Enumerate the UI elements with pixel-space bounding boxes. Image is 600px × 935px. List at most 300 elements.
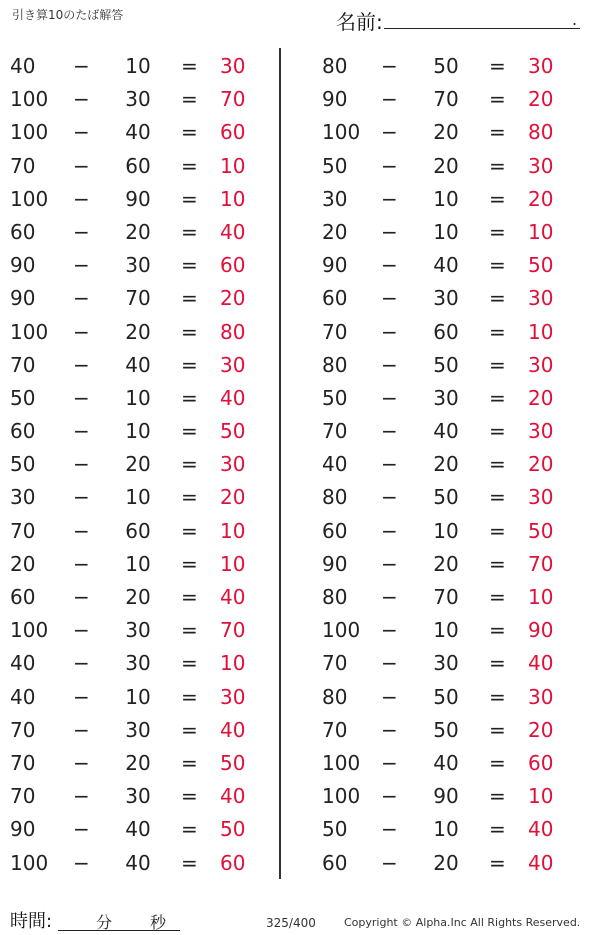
equation-row xyxy=(0,513,270,546)
minus-sign: − xyxy=(381,651,398,676)
minuend: 90 xyxy=(322,253,348,278)
minus-sign: − xyxy=(73,551,90,576)
answer: 40 xyxy=(220,585,246,609)
answer: 60 xyxy=(220,120,246,145)
answer: 30 xyxy=(528,153,554,178)
equals-sign: = xyxy=(489,585,506,609)
subtrahend: 50 xyxy=(433,352,459,377)
minus-sign: − xyxy=(381,286,398,311)
minus-sign: − xyxy=(73,850,90,875)
minus-sign: − xyxy=(73,452,90,477)
minus-sign: − xyxy=(381,153,398,178)
subtrahend: 40 xyxy=(125,352,151,377)
minus-sign: − xyxy=(73,153,90,178)
equation-row xyxy=(308,845,578,878)
answer: 30 xyxy=(528,485,554,510)
equals-sign: = xyxy=(181,817,198,842)
equation-row xyxy=(308,579,578,612)
answer: 50 xyxy=(528,253,554,278)
left-problem-column xyxy=(0,48,270,878)
equation-row xyxy=(308,546,578,579)
equation-row xyxy=(308,745,578,778)
equals-sign: = xyxy=(181,850,198,875)
equation-row xyxy=(308,314,578,347)
minus-sign: − xyxy=(381,120,398,145)
subtrahend: 10 xyxy=(433,219,459,244)
answer: 40 xyxy=(528,850,554,875)
minus-sign: − xyxy=(73,817,90,842)
subtrahend: 30 xyxy=(433,286,459,311)
minus-sign: − xyxy=(73,684,90,709)
answer: 60 xyxy=(528,750,554,775)
minuend: 100 xyxy=(322,750,361,775)
subtrahend: 30 xyxy=(125,784,151,809)
subtrahend: 50 xyxy=(433,717,459,742)
subtrahend: 30 xyxy=(433,385,459,410)
minus-sign: − xyxy=(381,717,398,742)
minuend: 40 xyxy=(10,54,36,78)
minus-sign: − xyxy=(73,219,90,244)
equals-sign: = xyxy=(181,585,198,609)
minuend: 70 xyxy=(10,750,36,775)
subtrahend: 10 xyxy=(125,485,151,510)
equation-row xyxy=(0,181,270,214)
equation-row xyxy=(308,347,578,380)
minuend: 50 xyxy=(322,385,348,410)
equation-row xyxy=(0,347,270,380)
equation-row xyxy=(308,214,578,247)
equals-sign: = xyxy=(489,485,506,510)
minuend: 50 xyxy=(322,817,348,842)
answer: 10 xyxy=(528,585,554,609)
copyright-text: Copyright © Alpha.Inc All Rights Reserved. xyxy=(344,916,581,929)
minuend: 60 xyxy=(10,585,36,609)
minuend: 60 xyxy=(10,219,36,244)
subtrahend: 20 xyxy=(433,850,459,875)
subtrahend: 30 xyxy=(125,87,151,112)
equation-row xyxy=(0,314,270,347)
minus-sign: − xyxy=(73,352,90,377)
minus-sign: − xyxy=(73,717,90,742)
minus-sign: − xyxy=(381,319,398,344)
minuend: 50 xyxy=(10,385,36,410)
equals-sign: = xyxy=(181,120,198,145)
answer: 30 xyxy=(528,54,554,78)
page-number: 325/400 xyxy=(266,916,316,930)
answer: 10 xyxy=(528,219,554,244)
equals-sign: = xyxy=(489,352,506,377)
minuend: 70 xyxy=(322,717,348,742)
subtrahend: 50 xyxy=(433,485,459,510)
subtrahend: 20 xyxy=(125,319,151,344)
equals-sign: = xyxy=(489,186,506,211)
answer: 30 xyxy=(220,684,246,709)
minuend: 70 xyxy=(322,651,348,676)
equals-sign: = xyxy=(181,518,198,543)
minuend: 90 xyxy=(322,87,348,112)
seconds-label: 秒 xyxy=(150,913,167,932)
minuend: 70 xyxy=(10,352,36,377)
answer: 10 xyxy=(220,186,246,211)
subtrahend: 10 xyxy=(433,518,459,543)
minus-sign: − xyxy=(73,87,90,112)
time-label: 時間: xyxy=(10,911,53,932)
subtrahend: 20 xyxy=(125,750,151,775)
answer: 50 xyxy=(220,750,246,775)
answer: 20 xyxy=(528,385,554,410)
equation-row xyxy=(308,645,578,678)
equals-sign: = xyxy=(489,651,506,676)
minuend: 80 xyxy=(322,485,348,510)
answer: 40 xyxy=(220,717,246,742)
answer: 20 xyxy=(528,717,554,742)
equation-row xyxy=(308,148,578,181)
equals-sign: = xyxy=(489,385,506,410)
worksheet-title: 引き算10のたば解答 xyxy=(12,8,124,22)
equals-sign: = xyxy=(181,750,198,775)
minuend: 100 xyxy=(10,186,49,211)
minus-sign: − xyxy=(73,385,90,410)
equals-sign: = xyxy=(489,419,506,444)
answer: 40 xyxy=(220,784,246,809)
equation-row xyxy=(0,247,270,280)
answer: 30 xyxy=(528,352,554,377)
minus-sign: − xyxy=(73,750,90,775)
answer: 50 xyxy=(220,419,246,444)
minus-sign: − xyxy=(73,585,90,609)
subtrahend: 40 xyxy=(433,419,459,444)
minus-sign: − xyxy=(381,551,398,576)
minuend: 50 xyxy=(322,153,348,178)
name-label: 名前: xyxy=(336,10,383,34)
minus-sign: − xyxy=(73,120,90,145)
answer: 90 xyxy=(528,618,554,643)
answer: 10 xyxy=(528,319,554,344)
minuend: 80 xyxy=(322,684,348,709)
minus-sign: − xyxy=(381,186,398,211)
subtrahend: 40 xyxy=(433,253,459,278)
equals-sign: = xyxy=(489,618,506,643)
equation-row xyxy=(308,48,578,81)
subtrahend: 10 xyxy=(125,684,151,709)
equals-sign: = xyxy=(489,54,506,78)
equation-row xyxy=(0,679,270,712)
minuend: 50 xyxy=(10,452,36,477)
minuend: 20 xyxy=(10,551,36,576)
minuend: 70 xyxy=(10,518,36,543)
minuend: 60 xyxy=(322,286,348,311)
subtrahend: 30 xyxy=(433,651,459,676)
minuend: 40 xyxy=(322,452,348,477)
subtrahend: 70 xyxy=(433,87,459,112)
equation-row xyxy=(0,114,270,147)
equation-row xyxy=(0,811,270,844)
subtrahend: 10 xyxy=(125,419,151,444)
equation-row xyxy=(308,413,578,446)
answer: 50 xyxy=(220,817,246,842)
answer: 40 xyxy=(528,651,554,676)
answer: 20 xyxy=(528,87,554,112)
equals-sign: = xyxy=(181,717,198,742)
subtrahend: 20 xyxy=(433,452,459,477)
minus-sign: − xyxy=(73,651,90,676)
equation-row xyxy=(0,612,270,645)
answer: 20 xyxy=(528,452,554,477)
minutes-label: 分 xyxy=(96,913,113,932)
subtrahend: 30 xyxy=(125,717,151,742)
equals-sign: = xyxy=(181,452,198,477)
minuend: 70 xyxy=(10,153,36,178)
equation-row xyxy=(0,81,270,114)
equals-sign: = xyxy=(181,352,198,377)
equation-row xyxy=(308,114,578,147)
equation-row xyxy=(0,380,270,413)
answer: 20 xyxy=(220,485,246,510)
equation-row xyxy=(0,712,270,745)
equals-sign: = xyxy=(181,684,198,709)
answer: 10 xyxy=(220,153,246,178)
equals-sign: = xyxy=(181,651,198,676)
minuend: 40 xyxy=(10,684,36,709)
minus-sign: − xyxy=(381,750,398,775)
equation-row xyxy=(0,579,270,612)
equation-row xyxy=(308,81,578,114)
equals-sign: = xyxy=(181,87,198,112)
equation-row xyxy=(308,280,578,313)
equation-row xyxy=(308,479,578,512)
subtrahend: 90 xyxy=(125,186,151,211)
answer: 10 xyxy=(220,551,246,576)
minus-sign: − xyxy=(381,452,398,477)
subtrahend: 20 xyxy=(125,585,151,609)
minuend: 100 xyxy=(10,618,49,643)
subtrahend: 50 xyxy=(433,54,459,78)
answer: 30 xyxy=(220,352,246,377)
answer: 30 xyxy=(528,286,554,311)
minus-sign: − xyxy=(73,485,90,510)
equals-sign: = xyxy=(181,219,198,244)
equals-sign: = xyxy=(489,684,506,709)
subtrahend: 40 xyxy=(125,850,151,875)
subtrahend: 10 xyxy=(433,618,459,643)
equals-sign: = xyxy=(489,551,506,576)
subtrahend: 50 xyxy=(433,684,459,709)
minuend: 60 xyxy=(322,850,348,875)
equals-sign: = xyxy=(181,253,198,278)
answer: 30 xyxy=(220,452,246,477)
minus-sign: − xyxy=(73,784,90,809)
answer: 70 xyxy=(528,551,554,576)
minus-sign: − xyxy=(381,419,398,444)
answer: 40 xyxy=(528,817,554,842)
subtrahend: 10 xyxy=(125,551,151,576)
name-line-dot: . xyxy=(572,10,578,29)
minuend: 100 xyxy=(10,87,49,112)
equals-sign: = xyxy=(181,485,198,510)
equation-row xyxy=(308,446,578,479)
equation-row xyxy=(0,148,270,181)
minus-sign: − xyxy=(73,253,90,278)
subtrahend: 70 xyxy=(433,585,459,609)
minus-sign: − xyxy=(381,87,398,112)
answer: 10 xyxy=(220,651,246,676)
answer: 10 xyxy=(220,518,246,543)
equals-sign: = xyxy=(489,219,506,244)
equation-row xyxy=(0,645,270,678)
minuend: 80 xyxy=(322,585,348,609)
equation-row xyxy=(308,513,578,546)
subtrahend: 20 xyxy=(433,153,459,178)
equation-row xyxy=(0,745,270,778)
answer: 80 xyxy=(528,120,554,145)
minuend: 70 xyxy=(322,419,348,444)
minuend: 20 xyxy=(322,219,348,244)
subtrahend: 30 xyxy=(125,651,151,676)
minus-sign: − xyxy=(73,618,90,643)
equals-sign: = xyxy=(489,286,506,311)
equation-row xyxy=(0,446,270,479)
right-problem-column xyxy=(308,48,578,878)
equals-sign: = xyxy=(181,319,198,344)
equals-sign: = xyxy=(489,253,506,278)
equation-row xyxy=(0,48,270,81)
minuend: 90 xyxy=(322,551,348,576)
minuend: 100 xyxy=(322,784,361,809)
subtrahend: 60 xyxy=(125,518,151,543)
answer: 30 xyxy=(528,684,554,709)
equals-sign: = xyxy=(181,419,198,444)
equation-row xyxy=(308,380,578,413)
minuend: 40 xyxy=(10,651,36,676)
equation-row xyxy=(308,181,578,214)
minus-sign: − xyxy=(381,219,398,244)
subtrahend: 90 xyxy=(433,784,459,809)
answer: 70 xyxy=(220,87,246,112)
subtrahend: 40 xyxy=(433,750,459,775)
minuend: 70 xyxy=(322,319,348,344)
equation-row xyxy=(0,479,270,512)
equals-sign: = xyxy=(181,385,198,410)
minus-sign: − xyxy=(381,352,398,377)
answer: 20 xyxy=(220,286,246,311)
equation-row xyxy=(308,612,578,645)
minuend: 100 xyxy=(10,120,49,145)
equation-row xyxy=(0,214,270,247)
subtrahend: 20 xyxy=(433,120,459,145)
equals-sign: = xyxy=(181,286,198,311)
minuend: 100 xyxy=(10,850,49,875)
answer: 60 xyxy=(220,253,246,278)
equals-sign: = xyxy=(489,87,506,112)
equation-row xyxy=(0,845,270,878)
column-divider xyxy=(279,48,281,879)
subtrahend: 30 xyxy=(125,618,151,643)
subtrahend: 30 xyxy=(125,253,151,278)
minus-sign: − xyxy=(381,485,398,510)
minus-sign: − xyxy=(381,784,398,809)
minus-sign: − xyxy=(73,186,90,211)
equals-sign: = xyxy=(489,717,506,742)
minuend: 30 xyxy=(322,186,348,211)
answer: 20 xyxy=(528,186,554,211)
equation-row xyxy=(0,413,270,446)
equals-sign: = xyxy=(489,817,506,842)
minuend: 90 xyxy=(10,817,36,842)
subtrahend: 40 xyxy=(125,120,151,145)
minuend: 60 xyxy=(10,419,36,444)
minuend: 100 xyxy=(322,120,361,145)
equals-sign: = xyxy=(181,186,198,211)
minuend: 100 xyxy=(10,319,49,344)
equation-row xyxy=(308,679,578,712)
subtrahend: 10 xyxy=(433,817,459,842)
answer: 50 xyxy=(528,518,554,543)
subtrahend: 10 xyxy=(125,385,151,410)
answer: 30 xyxy=(528,419,554,444)
minus-sign: − xyxy=(381,817,398,842)
minus-sign: − xyxy=(73,319,90,344)
subtrahend: 70 xyxy=(125,286,151,311)
equals-sign: = xyxy=(489,452,506,477)
equation-row xyxy=(0,280,270,313)
minus-sign: − xyxy=(381,684,398,709)
answer: 30 xyxy=(220,54,246,78)
minuend: 70 xyxy=(10,784,36,809)
answer: 60 xyxy=(220,850,246,875)
equals-sign: = xyxy=(181,54,198,78)
equals-sign: = xyxy=(489,784,506,809)
minus-sign: − xyxy=(381,585,398,609)
equation-row xyxy=(0,546,270,579)
minuend: 30 xyxy=(10,485,36,510)
answer: 40 xyxy=(220,219,246,244)
equals-sign: = xyxy=(181,551,198,576)
minus-sign: − xyxy=(381,618,398,643)
minuend: 60 xyxy=(322,518,348,543)
subtrahend: 40 xyxy=(125,817,151,842)
equals-sign: = xyxy=(489,750,506,775)
equals-sign: = xyxy=(181,618,198,643)
equals-sign: = xyxy=(489,153,506,178)
minus-sign: − xyxy=(381,54,398,78)
minuend: 90 xyxy=(10,286,36,311)
minuend: 100 xyxy=(322,618,361,643)
equals-sign: = xyxy=(489,120,506,145)
equation-row xyxy=(308,778,578,811)
equals-sign: = xyxy=(489,319,506,344)
equation-row xyxy=(308,247,578,280)
subtrahend: 10 xyxy=(125,54,151,78)
answer: 10 xyxy=(528,784,554,809)
answer: 80 xyxy=(220,319,246,344)
subtrahend: 10 xyxy=(433,186,459,211)
subtrahend: 20 xyxy=(125,452,151,477)
minus-sign: − xyxy=(381,518,398,543)
minus-sign: − xyxy=(73,54,90,78)
minus-sign: − xyxy=(381,385,398,410)
minus-sign: − xyxy=(73,286,90,311)
minus-sign: − xyxy=(381,253,398,278)
equals-sign: = xyxy=(489,850,506,875)
equation-row xyxy=(0,778,270,811)
subtrahend: 20 xyxy=(433,551,459,576)
subtrahend: 60 xyxy=(433,319,459,344)
equation-row xyxy=(308,811,578,844)
subtrahend: 60 xyxy=(125,153,151,178)
subtrahend: 20 xyxy=(125,219,151,244)
minus-sign: − xyxy=(381,850,398,875)
equation-row xyxy=(308,712,578,745)
